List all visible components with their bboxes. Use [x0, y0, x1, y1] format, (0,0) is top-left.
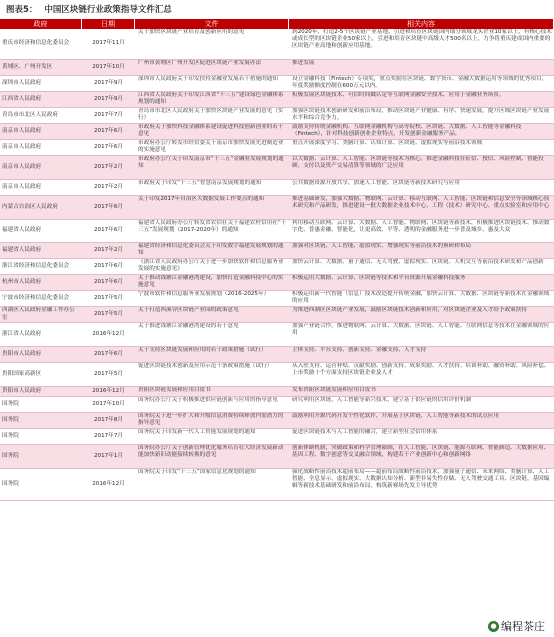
cell-government: 浙江省人民政府: [2, 330, 42, 337]
wechat-logo-icon: ●: [488, 621, 499, 632]
cell-date: 2016年12月: [92, 387, 125, 394]
cell-date: 2017年7月: [94, 432, 123, 439]
table-row: [0, 387, 554, 397]
cell-content: 设立金融科技（Fintech）专项奖，重点奖励在区块链、数字货币、金融大数据运用等领域的优秀项目，年度奖励额度控制在600万元以内。: [292, 76, 548, 90]
cell-content: 促进区块链技术与人工智能的融合，建立新型社会信用体系: [292, 429, 438, 435]
cell-file: 福建省经济和信息化委员会关于印发数字福建发展规划的通知: [138, 243, 284, 257]
cell-date: 2017年6月: [94, 127, 123, 134]
cell-file: 关于印发2017年自治区大数据发展工作要点的通知: [138, 196, 265, 202]
cell-content: 强化战略性前沿技术超前布局——超前布局战略性前沿技术，加强量子通信、未来网络、类脑计算、人工智能、全息显示、虚拟现实、大数据认知分析、新型非易失性存储、无人驾驶交通工具、区块链、基因编辑等新技术基础研发和前沿布局，构筑新赛场先发主导优势: [292, 469, 550, 490]
header-date: 日期: [82, 19, 135, 29]
figure-caption: 中国区块链行业政策指导文件汇总: [44, 5, 172, 15]
cell-content: 发布贵阳区块链发展和应用白皮书: [292, 387, 376, 393]
cell-content: 加强产业链合作，推进物联网、云计算、大数据、区块链、人工智能、互联网信息等技术在金融领域的应用: [292, 323, 550, 337]
cell-content: 加强区块链技术创新研发和前沿布局，推动区块链产业健康、有序、快速发展，提升区域区块链产业发展水平和综合竞争力。: [292, 108, 550, 122]
cell-government: 国务院: [2, 432, 19, 439]
cell-date: 2017年6月: [94, 203, 123, 210]
cell-government: 南京市人民政府: [2, 163, 42, 170]
table-row: [0, 413, 554, 429]
table-row: [0, 140, 554, 156]
table-row: [0, 156, 554, 180]
watermark-text: 编程茶庄: [501, 620, 545, 633]
cell-date: 2017年1月: [94, 452, 123, 459]
figure-number: 图表5：: [6, 5, 38, 15]
cell-file: 关于推动钱塘江金融港湾建设，加快打造金融科技中心的实施意见: [138, 275, 284, 289]
cell-file: 国务院关于进一步扩大和升级信息消费持续释放内需潜力的指导意见: [138, 413, 284, 427]
cell-date: 2017年9月: [94, 95, 123, 102]
cell-date: 2017年8月: [94, 416, 123, 423]
watermark: [485, 617, 548, 635]
cell-file: 《浙江省人民政府办公厅关于进一步加快软件和信息服务业发展的实施意见》: [138, 259, 284, 273]
cell-government: 国务院: [2, 416, 19, 423]
table-row: [0, 108, 554, 124]
cell-date: 2017年10月: [92, 400, 125, 407]
cell-date: 2016年12月: [92, 480, 125, 487]
cell-date: 2017年6月: [94, 262, 123, 269]
cell-government: 福建省人民政府: [2, 227, 42, 234]
cell-date: 2017年2月: [94, 163, 123, 170]
cell-date: 2017年5月: [94, 310, 123, 317]
table-row: [0, 76, 554, 92]
cell-government: 深圳市人民政府: [2, 79, 42, 86]
table-row: [0, 259, 554, 275]
table-row: [0, 275, 554, 291]
table-row: [0, 347, 554, 363]
cell-government: 江西省人民政府: [2, 95, 42, 102]
header-content: 相关内容: [289, 19, 554, 29]
cell-content: 积极运用新一代智能（信息）技术改造提升传统金融，加快云计算、大数据、区块链等新技术在金融领域的应用: [292, 291, 550, 305]
cell-content: 推进基础研发，加强大数据、物联网、云计算、移动互联网、人工智能、区块链和信息安全等领域核心技术研究和产品研发，推进建设一批大数据企业技术中心、工程（技术）研究中心、重点实验室和应用中心: [292, 196, 550, 210]
cell-date: 2017年7月: [94, 111, 123, 118]
cell-date: 2016年12月: [92, 330, 125, 337]
cell-government: 国务院: [2, 480, 19, 487]
cell-government: 贵阳市人民政府: [2, 387, 42, 394]
table-row: [0, 307, 554, 323]
table-row: [0, 291, 554, 307]
cell-date: 2017年10月: [92, 63, 125, 70]
cell-content: 加强对区块链、人工智能、虚拟现实、增强现实等前沿技术的预研和布局: [292, 243, 472, 249]
table-row: [0, 363, 554, 387]
cell-file: 深圳市人民政府关于印发扶持金融业发展若干措施的通知: [138, 76, 278, 82]
policy-table: [0, 19, 554, 501]
cell-government: 贵阳市人民政府: [2, 350, 42, 357]
table-row: [0, 469, 554, 501]
figure-title: [6, 3, 172, 17]
cell-file: 宁波市软件和信息服务业发展规划（2016-2025年）: [138, 291, 270, 297]
cell-government: 内蒙古自治区人民政府: [2, 203, 58, 210]
table-row: [0, 243, 554, 259]
table-header: [0, 19, 554, 29]
cell-date: 2017年5月: [94, 370, 123, 377]
cell-government: 黄埔区、广州开发区: [2, 63, 53, 70]
header-file: 文件: [135, 19, 289, 29]
cell-file: 关于推进钱塘江金融港湾建设的若干意见: [138, 323, 239, 329]
header-government: 政府: [0, 19, 82, 29]
cell-government: 国务院: [2, 452, 19, 459]
cell-file: 国务院办公厅关于积极推进供应链创新与应用的指导意见: [138, 397, 278, 403]
cell-file: 关于加快区块链产业培育及创新应用的意见: [138, 29, 245, 35]
table-body: [0, 29, 554, 501]
cell-file: 青岛市市北区人民政府关于加快区块链产业发展的意见（实行）: [138, 108, 284, 122]
cell-content: 创新体制机制，突破政策和科学管理限制，在人工智能、区块链、能源互联网、智能制造、大数据应用、基因工程、数字创意等交叉融合领域，构建若干产业创新中心和创新网络: [292, 445, 550, 459]
cell-government: 福建省人民政府: [2, 246, 42, 253]
cell-content: 研究利用区块链、人工智能等新兴技术，建立基于供应链的信用评价机制: [292, 397, 472, 403]
table-row: [0, 196, 554, 220]
cell-government: 青岛市市北区人民政府: [2, 111, 58, 118]
table-row: [0, 180, 554, 196]
table-row: [0, 29, 554, 60]
cell-date: 2017年2月: [94, 183, 123, 190]
cell-file: 国务院关于印发“十三五”国家信息化规划的通知: [138, 469, 256, 475]
cell-file: 市政府关于加快科技金融体系建设促进科技创新创业的若干意见: [138, 124, 284, 138]
cell-date: 2017年6月: [94, 227, 123, 234]
cell-date: 2017年11月: [92, 40, 125, 47]
cell-content: 鼓励利用开源代码开发个性化软件，开展基于区块链、人工智能等新技术的试点应用: [292, 413, 499, 419]
cell-government: 浙江省经济和信息化委员会: [2, 262, 70, 269]
cell-content: 从入驻支持、运营补贴、贡献奖励、创新支持、成果奖励、人才扶持、培训补助、融资补助、风险补偿、上市奖励十个方面支持区块链企业及人才: [292, 363, 550, 377]
table-row: [0, 124, 554, 140]
table-row: [0, 445, 554, 469]
cell-government: 南京市人民政府: [2, 143, 42, 150]
cell-file: 市政府办公厅关于印发南京市“十三五”金融业发展规划的通知: [138, 156, 284, 170]
cell-file: 关于支持区块链发展和应用的若干政策措施（试行）: [138, 347, 267, 353]
cell-government: 国务院: [2, 400, 19, 407]
cell-content: 积极发展区块链技术、可信时间戳认定等互联网金融安全技术，应用于金融业务场景。: [292, 92, 505, 98]
table-row: [0, 397, 554, 413]
cell-file: 福建省人民政府办公厅转发省农信社关于福建农村信用社“十三五”发展规划（2017-2020年）的通知: [138, 220, 287, 234]
cell-content: 以大数据、云计算、人工智能、区块链等技术为核心，推进金融科技在征信、授信、风险控制、智能投顾、支付以及资产交易清算等领域的广泛应用: [292, 156, 544, 170]
cell-file: 贵阳区块链发展和应用白皮书: [138, 387, 211, 393]
cell-date: 2017年9月: [94, 79, 123, 86]
cell-government: 南京市人民政府: [2, 127, 42, 134]
table-row: [0, 92, 554, 108]
cell-date: 2017年6月: [94, 143, 123, 150]
cell-content: 重点开展深度学习、类脑计算、认知计算、区块链、虚拟现实等前沿技术领域: [292, 140, 483, 146]
table-row: [0, 220, 554, 243]
cell-file: 市政府关于印发“十三五”智慧南京发展规划的通知: [138, 180, 262, 186]
cell-government: 西湖区人民政府金融工作办公室: [2, 307, 75, 321]
cell-government: 杭州市人民政府: [2, 278, 42, 285]
cell-content: 积极运用大数据、云计算、区块链等技术和平台资源开展金融科技服务: [292, 275, 466, 281]
cell-government: 重庆市经济和信息化委员会: [2, 40, 70, 47]
cell-date: 2017年6月: [94, 350, 123, 357]
cell-file: 国务院关于印发新一代人工智能发展规划的通知: [138, 429, 256, 435]
cell-content: 为推进西湖区区块链产业发展，鼓励区块链技术创新和应用，对区块链企业及人才给予政策扶持: [292, 307, 527, 313]
cell-date: 2017年2月: [94, 246, 123, 253]
cell-file: 江西省人民政府关于印发江西省“十三五”建设绿色金融体系规划的通知: [138, 92, 284, 106]
cell-file: 市政府办公厅转发市经信委关于南京市加快发展先进制造业的实施意见: [138, 140, 284, 154]
cell-file: 广州市黄埔区广州开发区促进区块链产业发展办法: [138, 60, 262, 66]
cell-file: 国务院办公厅关于创新管理优化服务培育壮大经济发展新动能加快新旧动能接续转换的意见: [138, 445, 284, 459]
table-row: [0, 323, 554, 347]
cell-government: 南京市人民政府: [2, 183, 42, 190]
cell-content: 加快云计算、大数据、量子通信、无人驾驶、虚拟现实、区块链、人机交互等前沿技术研发和产品创新: [292, 259, 544, 265]
table-row: [0, 429, 554, 445]
cell-content: 到2020年，打造2-5个区块链产业基地，引进和培育区块链国内细分领域龙头企业10家以上，有核心技术或成长型的区块链企业50家以上，引进和培育区块链中高级人才500名以上，力争将重庆建成国内重要的区块链产业高地和创新应用基地。: [292, 29, 552, 50]
cell-content: 主体支持、平台支持、创新支持、金融支持、人才支持: [292, 347, 427, 353]
cell-content: 利用移动互联网、云计算、大数据、人工智能、物联网、区块链等新技术，积极推进区块链技术、推动数字化、普惠金融、智能化，让更高效、平等、透明的金融服务进一步普及城乡、惠及大众: [292, 220, 550, 234]
table-row: [0, 60, 554, 76]
cell-content: 公共数据资源开放共享，加速人工智能、区块链等新技术研究与应用: [292, 180, 460, 186]
cell-government: 宁波市经济和信息化委员会: [2, 294, 70, 301]
cell-date: 2017年5月: [94, 294, 123, 301]
cell-file: 促进区块链技术创新及应用示范十条政策措施（试行）: [138, 363, 273, 369]
cell-date: 2017年6月: [94, 278, 123, 285]
cell-content: 推进发展: [292, 60, 315, 66]
cell-government: 贵阳国家高新区: [2, 370, 42, 377]
cell-file: 关于打造西溪谷区块链产业园的政策意见: [138, 307, 239, 313]
cell-content: 鼓励支持传统金融机构、互联网金融机构与高等院校、区块链、大数据、人工智能等金融科技（Fintech），针对科技创新创业企业特点，开发创新金融服务产品。: [292, 124, 522, 138]
